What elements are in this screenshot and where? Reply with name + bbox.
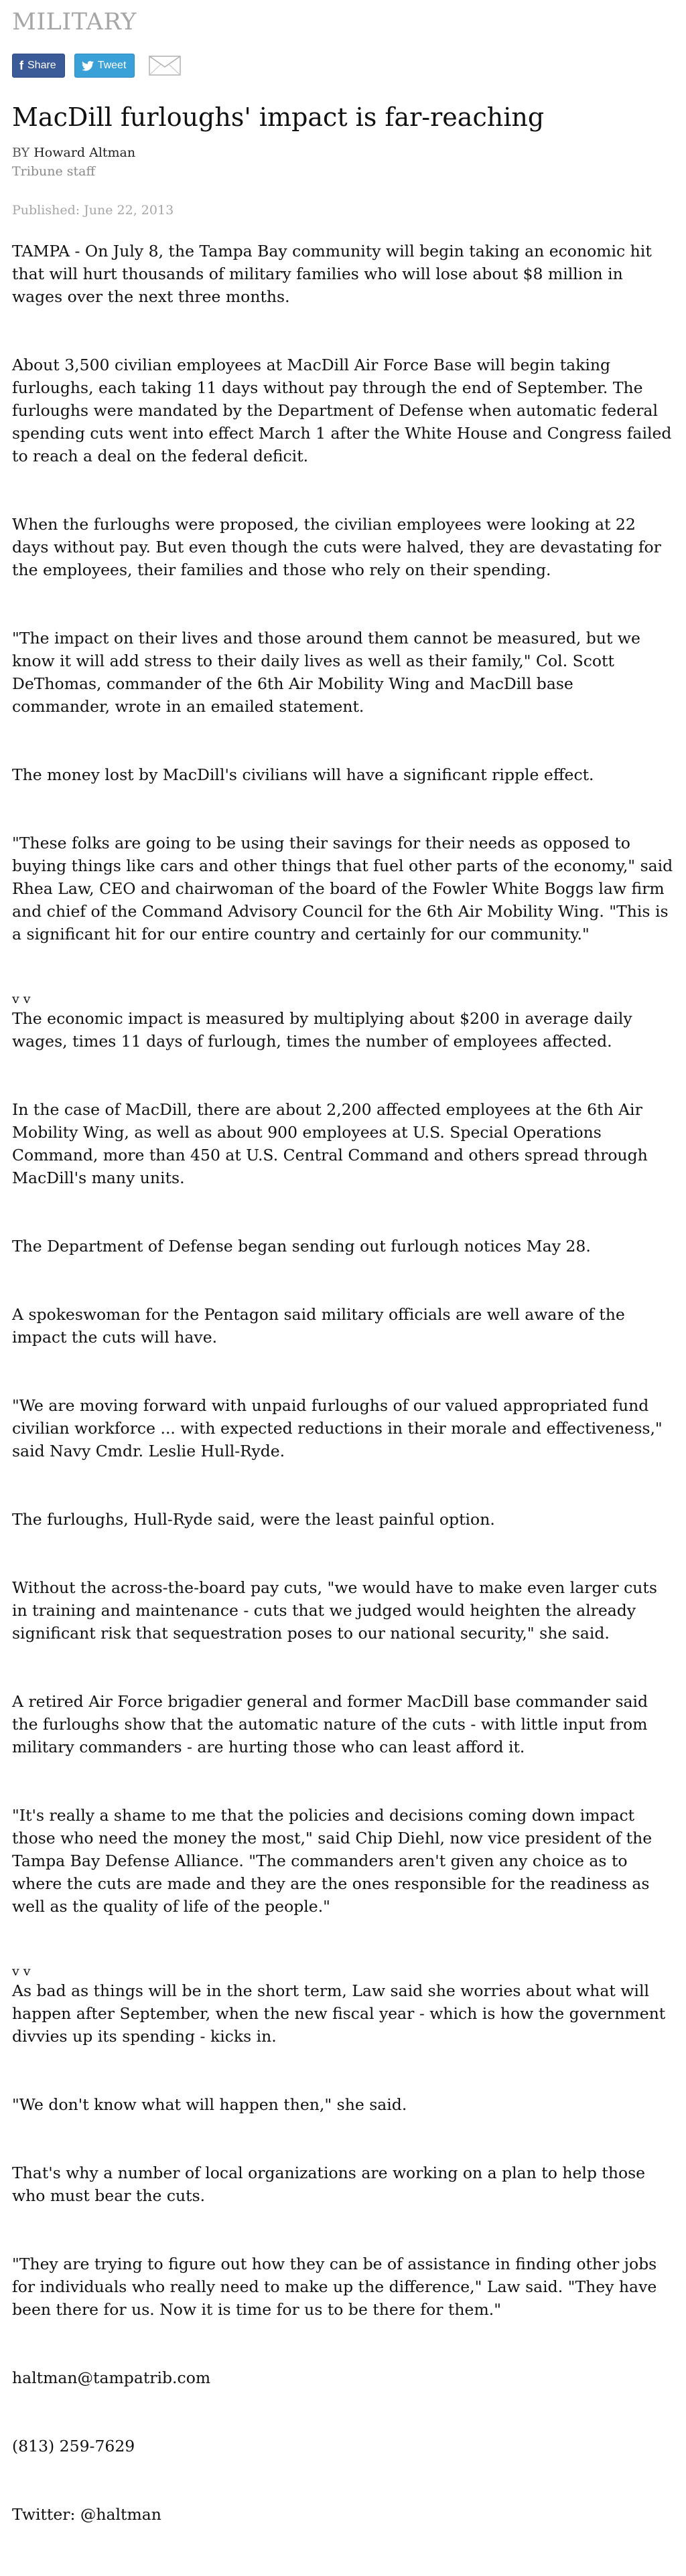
author-name[interactable]: Howard Altman xyxy=(33,145,136,160)
article-paragraph: A retired Air Force brigadier general and former MacDill base commander said the furloughs show that the automatic nature of the cuts - with little input from military commanders - are hurting those who can least afford it. xyxy=(12,1692,648,1756)
author-affiliation: Tribune staff xyxy=(12,164,95,179)
section-break-marker: v v xyxy=(12,992,31,1006)
article-page xyxy=(0,7,675,2526)
article-headline: MacDill furloughs' impact is far-reaching xyxy=(12,102,545,132)
article-paragraph: That's why a number of local organizations are working on a plan to help those who must bear the cuts. xyxy=(12,2164,646,2205)
article-paragraph: In the case of MacDill, there are about 2,200 affected employees at the 6th Air Mobility Wing, as well as about 900 employees at U.S. Special Operations Command, more than 450 at U.S. Central Command and others spread through MacDill's many units. xyxy=(12,1100,648,1187)
article-paragraph: When the furloughs were proposed, the civilian employees were looking at 22 days without pay. But even though the cuts were halved, they are devastating for the employees, their families and those who rely on their spending. xyxy=(12,515,661,579)
article-paragraph: "We are moving forward with unpaid furloughs of our valued appropriated fund civilian workforce ... with expected reductions in their morale and effectiveness," said Navy Cmdr. Leslie Hull-Ryde. xyxy=(12,1396,663,1460)
author-twitter-handle[interactable]: Twitter: @haltman xyxy=(12,2505,161,2524)
share-toolbar xyxy=(12,52,675,79)
section-break-marker: v v xyxy=(12,1964,31,1979)
article-paragraph: "We don't know what will happen then," she said. xyxy=(12,2095,407,2114)
article-paragraph: About 3,500 civilian employees at MacDill Air Force Base will begin taking furloughs, each taking 11 days without pay through the end of September. The furloughs were mandated by the Department of Defense when automatic federal spending cuts went into effect March 1 after the White House and Congress failed to reach a deal on the federal deficit. xyxy=(12,356,672,465)
section-label: MILITARY xyxy=(12,9,137,35)
article-paragraph: As bad as things will be in the short term, Law said she worries about what will happen after September, when the new fiscal year - which is how the government divvies up its spending - kicks in. xyxy=(12,1981,666,2046)
article-paragraph: TAMPA - On July 8, the Tampa Bay community will begin taking an economic hit that will hurt thousands of military families who will lose about $8 million in wages over the next three months. xyxy=(12,242,652,306)
author-email[interactable]: haltman@tampatrib.com xyxy=(12,2368,211,2387)
share-label: Share xyxy=(27,60,56,71)
article-paragraph: "These folks are going to be using their savings for their needs as opposed to buying things like cars and other things that fuel other parts of the economy," said Rhea Law, CEO and chairwoman of the board of the Fowler White Boggs law firm and chief of the Command Advisory Council for the 6th Air Mobility Wing. "This is a significant hit for our entire country and certainly for our community." xyxy=(12,834,673,943)
facebook-icon: f xyxy=(19,58,23,72)
author-phone: (813) 259-7629 xyxy=(12,2437,135,2455)
email-envelope-icon[interactable] xyxy=(148,54,182,77)
twitter-tweet-button[interactable] xyxy=(74,54,135,78)
article-paragraph: "The impact on their lives and those around them cannot be measured, but we know it will add stress to their daily lives as well as their family," Col. Scott DeThomas, commander of the 6th Air Mobility Wing and MacDill base commander, wrote in an emailed statement. xyxy=(12,629,640,716)
tweet-label: Tweet xyxy=(97,60,127,71)
article-paragraph: "They are trying to figure out how they can be of assistance in finding other jobs for individuals who really need to make up the difference," Law said. "They have been there for us. Now it is time for us to be there for them." xyxy=(12,2255,657,2319)
article-paragraph: The money lost by MacDill's civilians will have a significant ripple effect. xyxy=(12,765,594,784)
article-paragraph: A spokeswoman for the Pentagon said military officials are well aware of the impact the cuts will have. xyxy=(12,1305,625,1347)
article-paragraph: "It's really a shame to me that the policies and decisions coming down impact those who need the money the most," said Chip Diehl, now vice president of the Tampa Bay Defense Alliance. "The commanders aren't given any choice as to where the cuts are made and they are the ones responsible for the readiness as well as the quality of life of the people." xyxy=(12,1806,653,1916)
published-date: Published: June 22, 2013 xyxy=(12,203,174,218)
article-paragraph: The Department of Defense began sending out furlough notices May 28. xyxy=(12,1237,591,1256)
article-paragraph: The economic impact is measured by multiplying about $200 in average daily wages, times 11 days of furlough, times the number of employees affected. xyxy=(12,1009,632,1051)
facebook-share-button[interactable] xyxy=(12,54,65,78)
article-paragraph: The furloughs, Hull-Ryde said, were the least painful option. xyxy=(12,1510,495,1529)
twitter-bird-icon xyxy=(82,61,94,71)
byline xyxy=(12,143,675,162)
article-paragraph: Without the across-the-board pay cuts, "we would have to make even larger cuts in training and maintenance - cuts that we judged would heighten the already significant risk that sequestration poses to our national security," she said. xyxy=(12,1578,657,1643)
byline-prefix: BY xyxy=(12,145,30,160)
